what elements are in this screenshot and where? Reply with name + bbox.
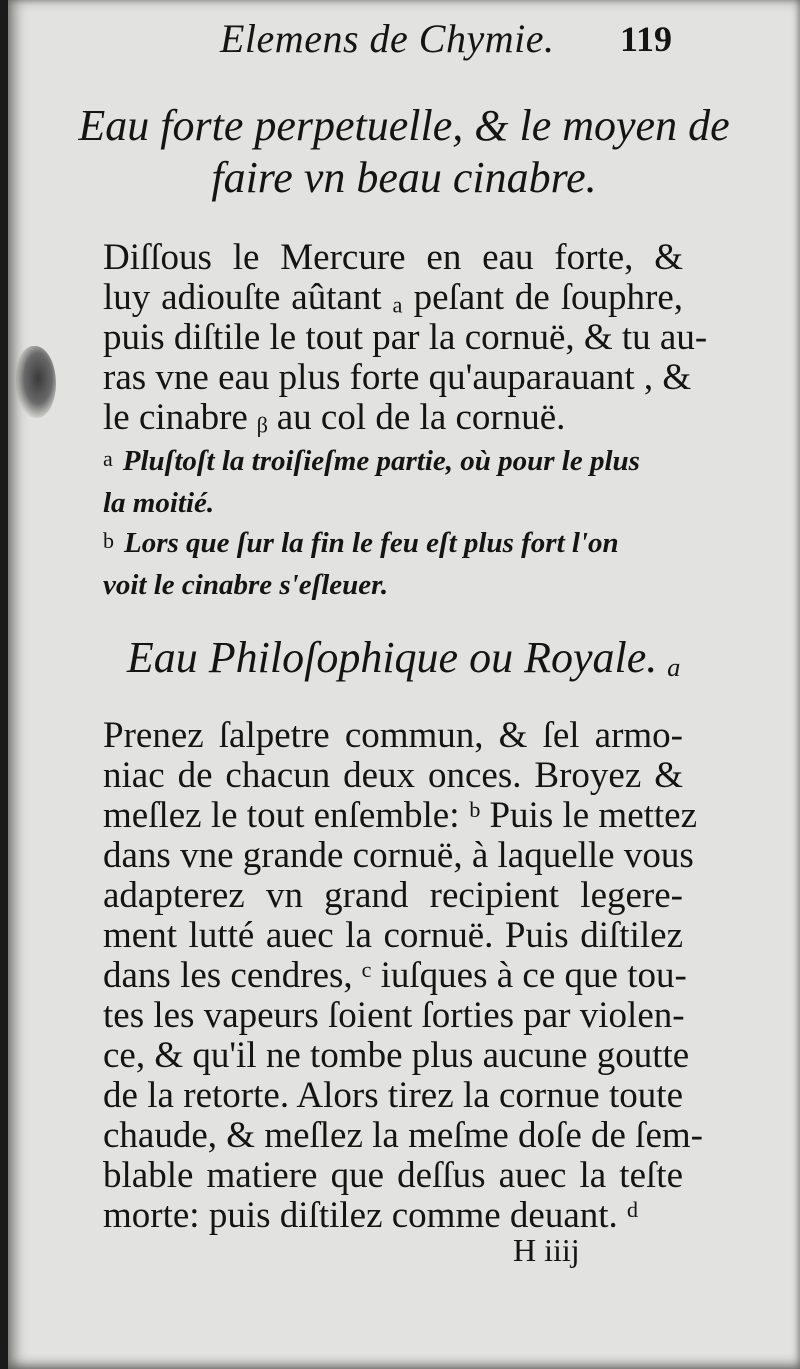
text-line: Diſſous le Mercure en eau forte, & xyxy=(103,237,683,278)
ink-stain xyxy=(16,346,56,418)
text-line: blable matiere que deſſus auec la teſte xyxy=(103,1155,683,1196)
text-line: de la retorte. Alors tirez la cornue toute xyxy=(103,1075,683,1116)
text-line: le cinabre ᵦ au col de la cornuë. xyxy=(103,397,566,438)
text-line: dans les cendres, ᶜ iuſques à ce que tou- xyxy=(103,955,687,996)
note-line xyxy=(103,440,683,482)
note-text: Pluſtoſt la troiſieſme partie, où pour le plus xyxy=(122,445,640,477)
section-heading-eau-forte xyxy=(8,100,800,204)
note-line: la moitié. xyxy=(103,487,215,519)
text-line: tes les vapeurs ſoient ſorties par violen- xyxy=(103,995,685,1036)
note-marker: b xyxy=(103,528,114,553)
marginal-note-a xyxy=(103,440,683,524)
page-number: 119 xyxy=(620,19,673,59)
note-line: voit le cinabre s'eſleuer. xyxy=(103,569,389,601)
heading-line: faire vn beau cinabre. xyxy=(211,153,597,202)
heading-line: Eau forte perpetuelle, & le moyen de xyxy=(78,101,730,150)
text-line: morte: puis diſtilez comme deuant. ᵈ xyxy=(103,1195,639,1236)
marginal-note-b xyxy=(103,522,683,606)
text-line: ment lutté auec la cornuë. Puis diſtilez xyxy=(103,915,683,956)
text-line: adapterez vn grand recipient legere- xyxy=(103,875,683,916)
note-line xyxy=(103,522,683,564)
text-line: dans vne grande cornuë, à laquelle vous xyxy=(103,835,694,876)
text-line: puis diſtile le tout par la cornuë, & tu au- xyxy=(103,317,708,358)
text-line: chaude, & meſlez la meſme doſe de ſem- xyxy=(103,1115,703,1156)
note-marker: a xyxy=(103,446,113,471)
text-line: meſlez le tout enſemble: ᵇ Puis le mettez xyxy=(103,795,698,836)
signature-mark: H iiij xyxy=(513,1232,580,1268)
text-line: luy adiouſte aûtant ₐ peſant de ſouphre, xyxy=(103,277,683,318)
text-line: Prenez ſalpetre commun, & ſel armo- xyxy=(103,715,683,756)
paragraph-eau-royale xyxy=(103,715,703,1236)
note-text: Lors que ſur la fin le feu eſt plus fort l'on xyxy=(124,527,619,559)
text-line: ras vne eau plus forte qu'auparauant , & xyxy=(103,357,692,398)
text-line: ce, & qu'il ne tombe plus aucune goutte xyxy=(103,1035,690,1076)
running-title: Elemens de Chymie. xyxy=(220,16,555,61)
page-header xyxy=(8,14,800,64)
paragraph-eau-forte xyxy=(103,237,708,438)
text-line: niac de chacun deux onces. Broyez & xyxy=(103,755,683,796)
book-page xyxy=(8,0,800,1369)
section-heading-eau-royale: Eau Philoſophique ou Royale. ₐ xyxy=(126,633,682,682)
